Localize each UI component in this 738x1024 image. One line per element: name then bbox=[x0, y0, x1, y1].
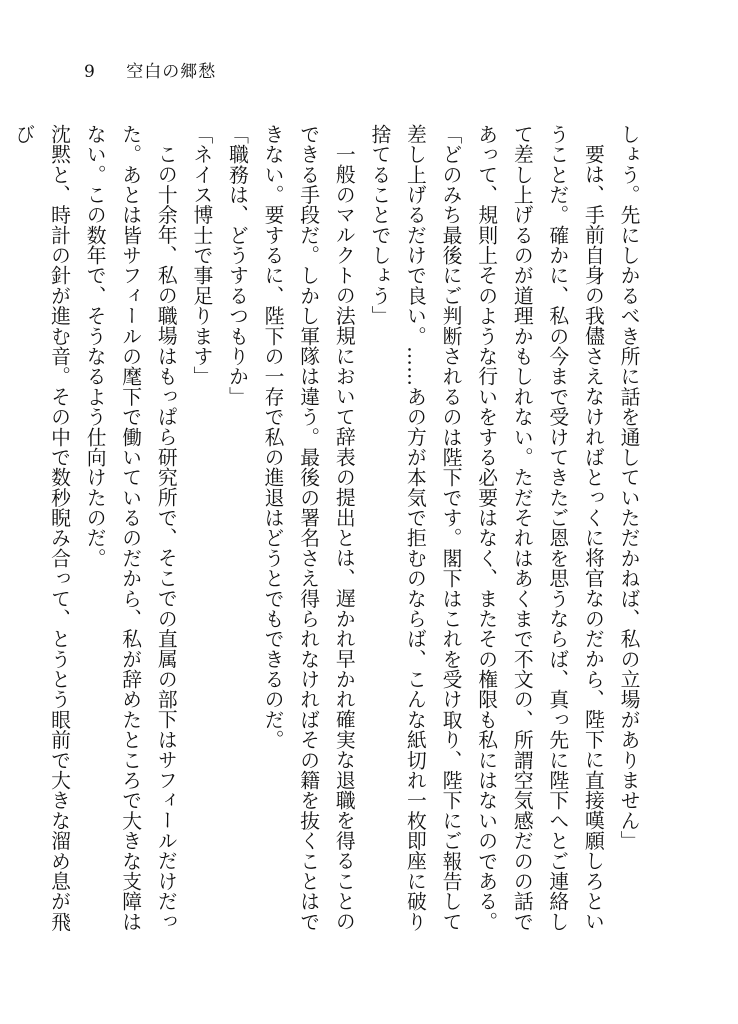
paragraph-2: 要は、手前自身の我儘さえなければとっくに将官なのだから、陛下に直接嘆願しろということだ。確かに、私の今まで受けてきたご恩を思うならば、真っ先に陛下へとご連絡して差し上げるのが道理かもしれない。ただそれはあくまで不文の、所謂空気感だのの話であって、規則上そのような行いをする必要はなく、またその権限も私にはないのである。 bbox=[474, 124, 605, 932]
paragraph-8: 沈黙と、時計の針が進む音。その中で数秒睨み合って、とうとう眼前で大きな溜め息が飛び bbox=[11, 124, 71, 932]
paragraph-5-dialogue: 「職務は、どうするつもりか」 bbox=[225, 124, 249, 407]
paragraph-3-dialogue: 「どのみち最後にご判断されるのは陛下です。閣下はこれを受け取り、陛下にご報告して差し上げるだけで良い。……あの方が本気で拒むのならば、こんな紙切れ一枚即座に破り捨てることでしょう」 bbox=[367, 124, 463, 932]
page-number: 9 bbox=[84, 62, 95, 82]
chapter-title: 空白の郷愁 bbox=[126, 62, 217, 82]
vertical-body-text bbox=[11, 124, 646, 944]
paragraph-7: この十余年、私の職場はもっぱら研究所で、そこでの直属の部下はサフィールだけだった。あとは皆サフィールの麾下で働いているのだから、私が辞めたところで大きな支障はない。この数年で、そうなるよう仕向けたのだ。 bbox=[83, 124, 178, 932]
paragraph-1: しょう。先にしかるべき所に話を通していただかねば、私の立場がありません」 bbox=[617, 124, 640, 851]
running-header bbox=[84, 62, 216, 82]
paragraph-6-dialogue: 「ネイス博士で事足ります」 bbox=[189, 124, 213, 387]
paragraph-4: 一般のマルクトの法規において辞表の提出とは、遅かれ早かれ確実な退職を得ることのできる手段だ。しかし軍隊は違う。最後の署名さえ得られなければその籍を抜くことはできない。要するに、陛下の一存で私の進退はどうとでもできるのだ。 bbox=[261, 124, 356, 932]
